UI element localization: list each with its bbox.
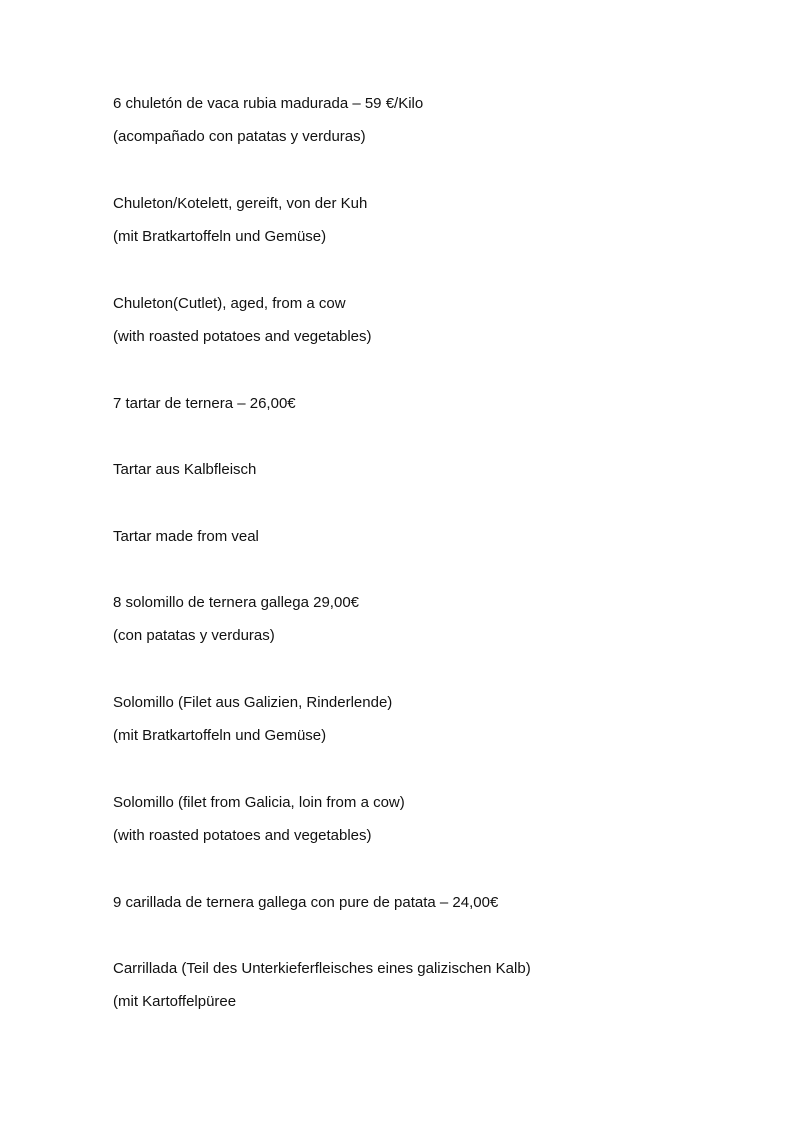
menu-item-9-german-side: (mit Kartoffelpüree [113, 993, 237, 1010]
menu-item-6-german: Chuleton/Kotelett, gereift, von der Kuh [113, 195, 368, 212]
menu-item-6-spanish: 6 chuletón de vaca rubia madurada – 59 €/Kilo [113, 95, 424, 112]
menu-item-6-english: Chuleton(Cutlet), aged, from a cow [113, 295, 346, 312]
menu-item-6-german-side: (mit Bratkartoffeln und Gemüse) [113, 228, 327, 245]
menu-item-7-spanish: 7 tartar de ternera – 26,00€ [113, 395, 296, 412]
menu-item-9-spanish: 9 carillada de ternera gallega con pure de patata – 24,00€ [113, 894, 499, 911]
menu-item-8-german: Solomillo (Filet aus Galizien, Rinderlende) [113, 694, 393, 711]
menu-item-8-english: Solomillo (filet from Galicia, loin from a cow) [113, 794, 405, 811]
menu-item-8-english-side: (with roasted potatoes and vegetables) [113, 827, 372, 844]
menu-item-7-german: Tartar aus Kalbfleisch [113, 461, 257, 478]
menu-item-8-spanish-side: (con patatas y verduras) [113, 627, 275, 644]
menu-item-7-english: Tartar made from veal [113, 528, 259, 545]
menu-item-9-german: Carrillada (Teil des Unterkieferfleisches eines galizischen Kalb) [113, 960, 531, 977]
menu-item-8-german-side: (mit Bratkartoffeln und Gemüse) [113, 727, 327, 744]
menu-item-8-spanish: 8 solomillo de ternera gallega 29,00€ [113, 594, 359, 611]
menu-item-6-english-side: (with roasted potatoes and vegetables) [113, 328, 372, 345]
menu-item-6-spanish-side: (acompañado con patatas y verduras) [113, 128, 366, 145]
